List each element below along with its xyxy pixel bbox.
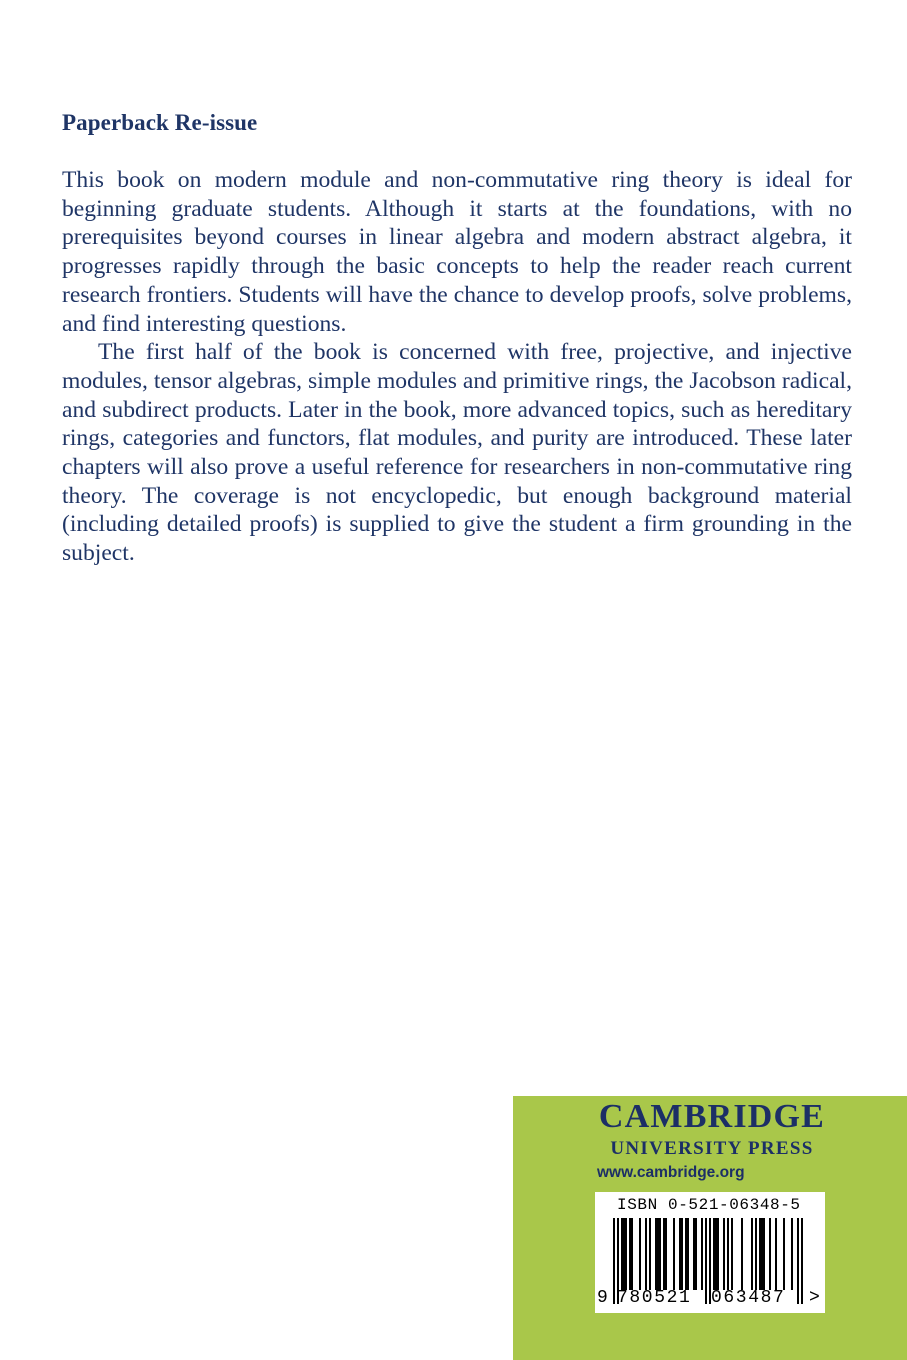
- barcode-bar: [723, 1218, 725, 1290]
- barcode-bar: [693, 1218, 697, 1290]
- barcode-bar: [731, 1218, 733, 1290]
- isbn-number: ISBN 0-521-06348-5: [617, 1196, 801, 1214]
- barcode-bar: [679, 1218, 683, 1290]
- publisher-url: www.cambridge.org: [597, 1164, 745, 1181]
- ean-digits: [595, 1288, 825, 1312]
- barcode-bar: [663, 1218, 667, 1290]
- barcode-bar: [713, 1218, 719, 1290]
- publisher-subname: UNIVERSITY PRESS: [610, 1138, 814, 1159]
- isbn-barcode-label: [595, 1192, 825, 1313]
- description-paragraph-1: This book on modern module and non-commutative ring theory is ideal for beginning graduate students. Although it starts at the foundations, with no prerequisites beyond courses in linear algebra and modern abstract algebra, it progresses rapidly through the basic concepts to help the reader reach current research frontiers. Students will have the chance to develop proofs, solve problems, and find interesting questions.: [62, 167, 852, 337]
- ean-first-digit: 9: [597, 1288, 608, 1308]
- barcode-bar: [649, 1218, 651, 1290]
- barcode-bar: [759, 1218, 765, 1290]
- barcode-bar: [727, 1218, 729, 1290]
- barcode-bar: [769, 1218, 771, 1290]
- book-description: [62, 166, 852, 568]
- ean-left-group: 780521: [617, 1288, 692, 1308]
- ean-right-group: 063487: [711, 1288, 786, 1308]
- barcode-bar: [621, 1218, 627, 1290]
- barcode-bar: [751, 1218, 753, 1290]
- barcode-bar: [645, 1218, 647, 1290]
- publisher-name: CAMBRIDGE: [598, 1098, 826, 1135]
- barcode-bar: [791, 1218, 793, 1290]
- publisher-panel: [513, 1096, 907, 1360]
- barcode-bar: [741, 1218, 743, 1290]
- description-paragraph-2: The first half of the book is concerned with free, projective, and injective modules, tensor algebras, simple modules and primitive rings, the Jacobson radical, and subdirect products. Later in the book, more advanced topics, such as hereditary rings, categories and functors, flat modules, and purity are introduced. These later chapters will also prove a useful reference for researchers in non-commutative ring theory. The coverage is not encyclopedic, but enough background material (including detailed proofs) is supplied to give the student a firm grounding in the subject.: [62, 339, 852, 567]
- barcode-bar: [639, 1218, 641, 1290]
- barcode-bar: [783, 1218, 785, 1290]
- barcode-bar: [701, 1218, 703, 1290]
- barcode-bar: [655, 1218, 661, 1290]
- ean-quiet-zone-marker: >: [809, 1288, 820, 1308]
- barcode-bar: [775, 1218, 777, 1290]
- barcode-bar: [673, 1218, 675, 1290]
- reissue-heading: Paperback Re-issue: [62, 110, 258, 135]
- barcode-bar: [755, 1218, 757, 1290]
- barcode-bar: [629, 1218, 633, 1290]
- barcode-bar: [685, 1218, 689, 1290]
